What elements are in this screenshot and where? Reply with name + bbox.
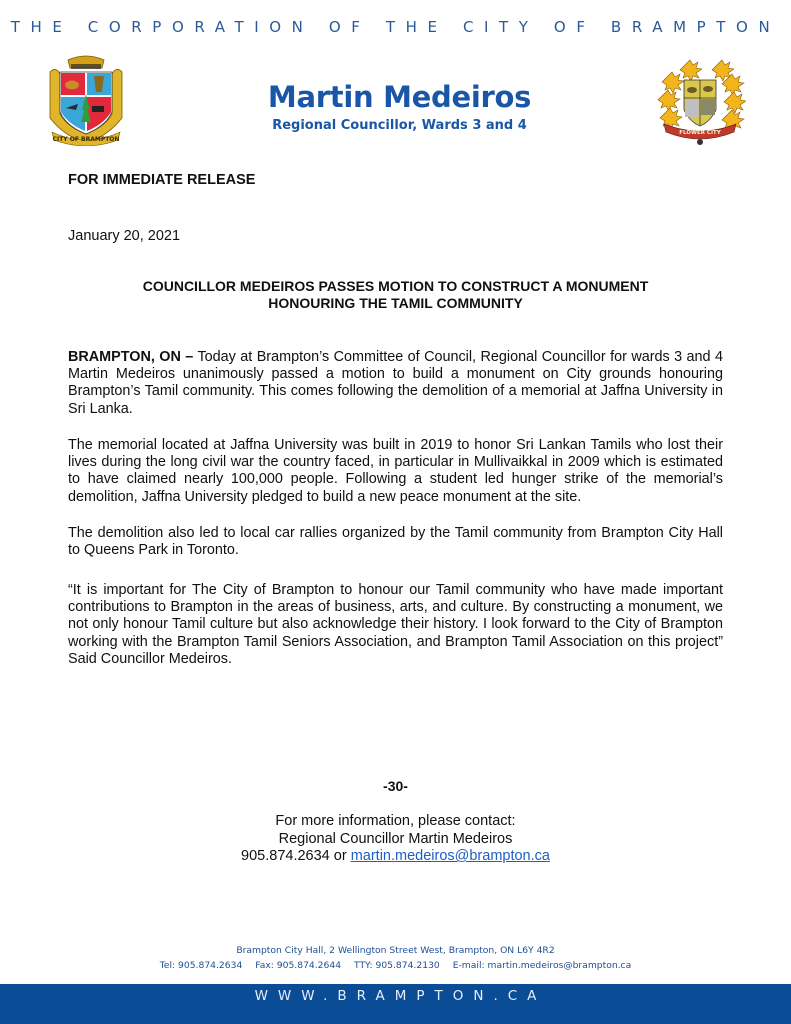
councillor-name: Martin Medeiros: [267, 80, 532, 114]
body-paragraph-2: The memorial located at Jaffna University was built in 2019 to honor Sri Lankan Tamils who lost their lives during the long civil war the country faced, in particular in Mullivaikkal in 2009 which is estimated to have claimed nearly 100,000 people. Following a student led hunger strike of the memorial’s demolition, Jaffna University pledged to build a new peace monument at the site.: [68, 437, 723, 505]
contact-phone: 905.874.2634: [241, 848, 330, 864]
headline-line-1: COUNCILLOR MEDEIROS PASSES MOTION TO CONSTRUCT A MONUMENT: [142, 278, 649, 294]
headline-line-2: HONOURING THE TAMIL COMMUNITY: [268, 295, 523, 311]
contact-block: [0, 813, 791, 866]
press-release-headline: [68, 278, 723, 312]
body-paragraph-1: [68, 349, 723, 418]
footer-tel: Tel: 905.874.2634: [159, 960, 243, 971]
end-of-release-mark: -30-: [383, 778, 408, 794]
contact-details: [0, 848, 791, 866]
brampton-flower-city-crest-icon: [654, 58, 746, 146]
release-label: FOR IMMEDIATE RELEASE: [68, 172, 256, 188]
body-paragraph-3: The demolition also led to local car rallies organized by the Tamil community from Brampton City Hall to Queens Park in Toronto.: [68, 525, 723, 559]
footer-address-block: [0, 943, 791, 973]
footer-tty: TTY: 905.874.2130: [354, 960, 440, 971]
footer-address: Brampton City Hall, 2 Wellington Street West, Brampton, ON L6Y 4R2: [236, 945, 555, 956]
footer-website-link[interactable]: WWW.BRAMPTON.CA: [254, 988, 547, 1004]
corporation-banner: THE CORPORATION OF THE CITY OF BRAMPTON: [10, 18, 781, 36]
contact-email-link[interactable]: martin.medeiros@brampton.ca: [350, 848, 550, 864]
paragraph-1-text: Today at Brampton’s Committee of Council, Regional Councillor for wards 3 and 4 Martin Medeiros unanimously passed a motion to build a monument on City grounds honouring Brampton’s Tamil community. This comes following the demolition of a memorial at Jaffna University in Sri Lanka.: [68, 349, 723, 417]
contact-name: Regional Councillor Martin Medeiros: [278, 830, 513, 847]
footer-fax: Fax: 905.874.2644: [255, 960, 342, 971]
councillor-role: Regional Councillor, Wards 3 and 4: [272, 118, 527, 133]
footer-website-bar: [0, 984, 791, 1024]
contact-intro: For more information, please contact:: [275, 813, 516, 829]
body-paragraph-quote: “It is important for The City of Brampton to honour our Tamil community who have made important contributions to Brampton in the areas of business, arts, and culture. By constructing a monument, we not only honour Tamil culture but also acknowledge their history. I look forward to the City of Brampton working with the Brampton Tamil Seniors Association, and Brampton Tamil Association on this project” Said Councillor Medeiros.: [68, 582, 723, 667]
footer-email: E-mail: martin.medeiros@brampton.ca: [452, 960, 632, 971]
dateline: BRAMPTON, ON –: [68, 349, 194, 365]
footer-contact-numbers: [0, 958, 791, 973]
release-date: January 20, 2021: [68, 228, 181, 244]
crest-ribbon-text: CITY OF BRAMPTON: [52, 136, 120, 143]
contact-or: or: [329, 848, 351, 864]
crest-ribbon-text: FLOWER CITY: [679, 130, 721, 136]
